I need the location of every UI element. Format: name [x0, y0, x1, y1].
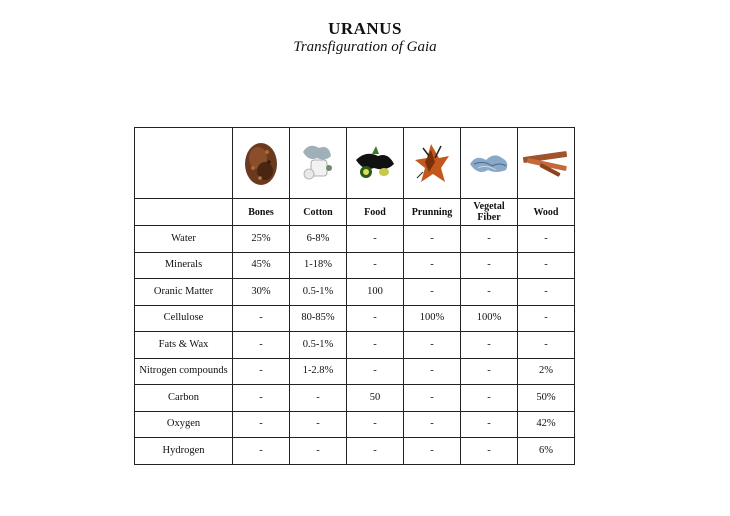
row-label: Minerals	[135, 252, 233, 279]
table-cell: -	[461, 438, 518, 465]
wood-image	[521, 138, 571, 188]
table-cell: 1-18%	[290, 252, 347, 279]
table-cell: 2%	[518, 358, 575, 385]
table-cell: -	[233, 305, 290, 332]
corner-cell	[135, 128, 233, 199]
table-cell: 45%	[233, 252, 290, 279]
table-cell: -	[347, 358, 404, 385]
vegetal-fiber-image-cell	[461, 128, 518, 199]
table-cell: -	[233, 358, 290, 385]
row-label: Fats & Wax	[135, 332, 233, 359]
table-cell: -	[518, 332, 575, 359]
column-header-cotton: Cotton	[290, 199, 347, 226]
composition-table	[134, 127, 575, 465]
table-row	[135, 358, 575, 385]
table-row	[135, 279, 575, 306]
row-label: Hydrogen	[135, 438, 233, 465]
column-header-vegetal-fiber: Vegetal Fiber	[461, 199, 518, 226]
table-cell: 6%	[518, 438, 575, 465]
table-cell: 50%	[518, 385, 575, 412]
table-cell: 1-2.8%	[290, 358, 347, 385]
bones-image	[238, 138, 284, 188]
table-cell: -	[461, 279, 518, 306]
table-cell: 0.5-1%	[290, 332, 347, 359]
table-cell: 100%	[461, 305, 518, 332]
row-label: Water	[135, 226, 233, 253]
prunning-image	[409, 138, 455, 188]
table-cell: -	[518, 226, 575, 253]
table-cell: -	[233, 438, 290, 465]
table-cell: -	[404, 252, 461, 279]
table-row	[135, 385, 575, 412]
table-cell: -	[347, 332, 404, 359]
table-row	[135, 438, 575, 465]
row-label: Nitrogen compounds	[135, 358, 233, 385]
food-image-cell	[347, 128, 404, 199]
row-label: Carbon	[135, 385, 233, 412]
table-cell: -	[404, 279, 461, 306]
table-cell: 100	[347, 279, 404, 306]
table-cell: -	[404, 438, 461, 465]
vegetal-fiber-image	[466, 138, 512, 188]
table-cell: -	[347, 305, 404, 332]
table-cell: 42%	[518, 411, 575, 438]
table-cell: -	[404, 332, 461, 359]
table-cell: -	[290, 411, 347, 438]
cotton-image	[295, 138, 341, 188]
row-label: Oranic Matter	[135, 279, 233, 306]
image-row	[135, 128, 575, 199]
table-cell: -	[347, 252, 404, 279]
column-header-bones: Bones	[233, 199, 290, 226]
column-header-wood: Wood	[518, 199, 575, 226]
column-header-food: Food	[347, 199, 404, 226]
page-title: URANUS	[328, 19, 402, 38]
table-cell: -	[404, 226, 461, 253]
table-cell: -	[518, 305, 575, 332]
wood-image-cell	[518, 128, 575, 199]
table-cell: 6-8%	[290, 226, 347, 253]
table-cell: -	[461, 411, 518, 438]
table-cell: -	[404, 411, 461, 438]
prunning-image-cell	[404, 128, 461, 199]
table-cell: -	[347, 438, 404, 465]
header-corner	[135, 199, 233, 226]
table-cell: -	[233, 332, 290, 359]
table-cell: -	[404, 358, 461, 385]
table-cell: -	[290, 438, 347, 465]
table-row	[135, 226, 575, 253]
table-cell: -	[290, 385, 347, 412]
table-cell: 80-85%	[290, 305, 347, 332]
cotton-image-cell	[290, 128, 347, 199]
table-cell: -	[233, 385, 290, 412]
table-cell: -	[461, 332, 518, 359]
table-row	[135, 411, 575, 438]
table-cell: -	[347, 411, 404, 438]
table-cell: 50	[347, 385, 404, 412]
table-row	[135, 332, 575, 359]
table-cell: 100%	[404, 305, 461, 332]
header-row	[135, 199, 575, 226]
row-label: Cellulose	[135, 305, 233, 332]
bones-image-cell	[233, 128, 290, 199]
table-cell: -	[518, 279, 575, 306]
table-cell: -	[404, 385, 461, 412]
table-cell: -	[233, 411, 290, 438]
column-header-prunning: Prunning	[404, 199, 461, 226]
table-cell: -	[461, 226, 518, 253]
table-cell: -	[461, 252, 518, 279]
table-cell: 25%	[233, 226, 290, 253]
table-cell: -	[518, 252, 575, 279]
table-cell: -	[347, 226, 404, 253]
page-subtitle: Transfiguration of Gaia	[293, 39, 437, 55]
row-label: Oxygen	[135, 411, 233, 438]
table-cell: -	[461, 385, 518, 412]
table-row	[135, 252, 575, 279]
table-cell: 0.5-1%	[290, 279, 347, 306]
table-cell: 30%	[233, 279, 290, 306]
table-row	[135, 305, 575, 332]
table-cell: -	[461, 358, 518, 385]
food-image	[352, 138, 398, 188]
